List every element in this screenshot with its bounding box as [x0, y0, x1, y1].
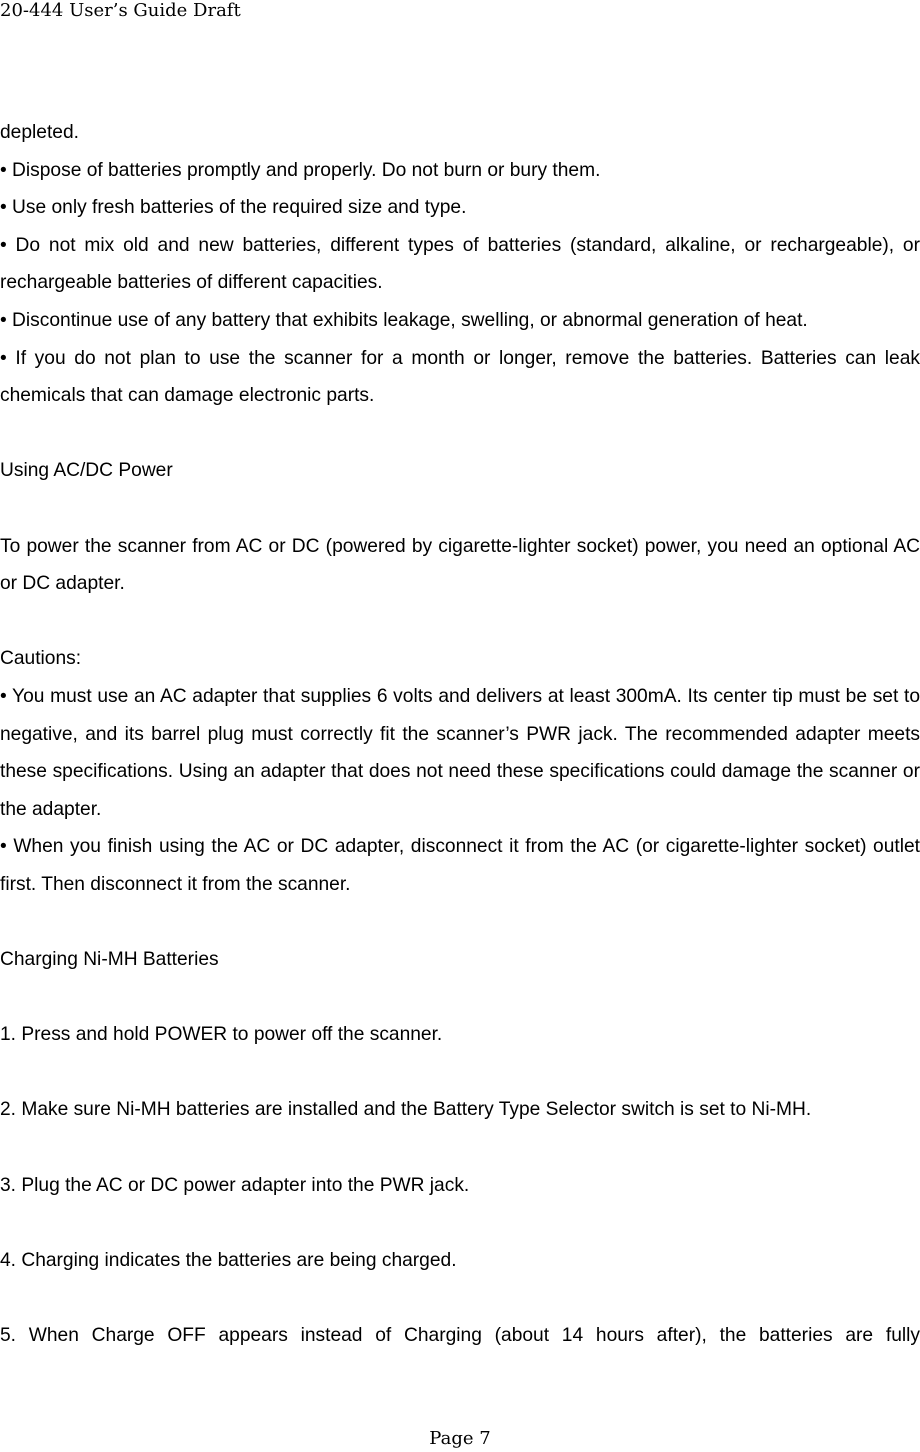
- section-heading-charging: Charging Ni-MH Batteries: [0, 949, 219, 971]
- bullet-remove-batteries: • If you do not plan to use the scanner for a month or longer, remove the batteries. Batteries can leak chemicals that can damage electronic parts.: [0, 347, 920, 407]
- paragraph-ac-dc: To power the scanner from AC or DC (powered by cigarette-lighter socket) power, you need an optional AC or DC adapter.: [0, 535, 920, 595]
- spacer: [0, 1129, 920, 1167]
- spacer: [0, 415, 920, 453]
- spacer: [0, 603, 920, 641]
- step-4: 4. Charging indicates the batteries are being charged.: [0, 1249, 457, 1271]
- spacer: [0, 1204, 920, 1242]
- section-heading-ac-dc: Using AC/DC Power: [0, 460, 173, 482]
- step-2: 2. Make sure Ni-MH batteries are installed and the Battery Type Selector switch is set to Ni-MH.: [0, 1099, 812, 1121]
- section-heading-cautions: Cautions:: [0, 648, 82, 670]
- spacer: [0, 1279, 920, 1317]
- paragraph-continuation: depleted.: [0, 122, 79, 143]
- spacer: [0, 1054, 920, 1092]
- spacer: [0, 490, 920, 528]
- running-header: 20-444 User’s Guide Draft: [0, 0, 241, 21]
- bullet-dispose: • Dispose of batteries promptly and properly. Do not burn or bury them.: [0, 159, 601, 181]
- page-body: [0, 114, 920, 1355]
- step-5: 5. When Charge OFF appears instead of Charging (about 14 hours after), the batteries are fully: [0, 1325, 920, 1346]
- page-number: Page 7: [429, 1428, 491, 1449]
- bullet-adapter-specs: • You must use an AC adapter that supplies 6 volts and delivers at least 300mA. Its center tip must be set to negative, and its barrel plug must correctly fit the scanner’s PWR jack. The recommended adapter meets these specifications. Using an adapter that does not need these specifications could damage the scanner or the adapter.: [0, 685, 920, 820]
- bullet-discontinue: • Discontinue use of any battery that exhibits leakage, swelling, or abnormal generation of heat.: [0, 309, 808, 331]
- bullet-fresh-batteries: • Use only fresh batteries of the required size and type.: [0, 197, 467, 219]
- bullet-no-mix: • Do not mix old and new batteries, different types of batteries (standard, alkaline, or rechargeable), or rechargeable batteries of different capacities.: [0, 234, 920, 294]
- step-3: 3. Plug the AC or DC power adapter into the PWR jack.: [0, 1174, 470, 1196]
- spacer: [0, 903, 920, 941]
- spacer: [0, 979, 920, 1017]
- step-1: 1. Press and hold POWER to power off the scanner.: [0, 1024, 443, 1046]
- bullet-disconnect: • When you finish using the AC or DC adapter, disconnect it from the AC (or cigarette-lighter socket) outlet first. Then disconnect it from the scanner.: [0, 836, 920, 895]
